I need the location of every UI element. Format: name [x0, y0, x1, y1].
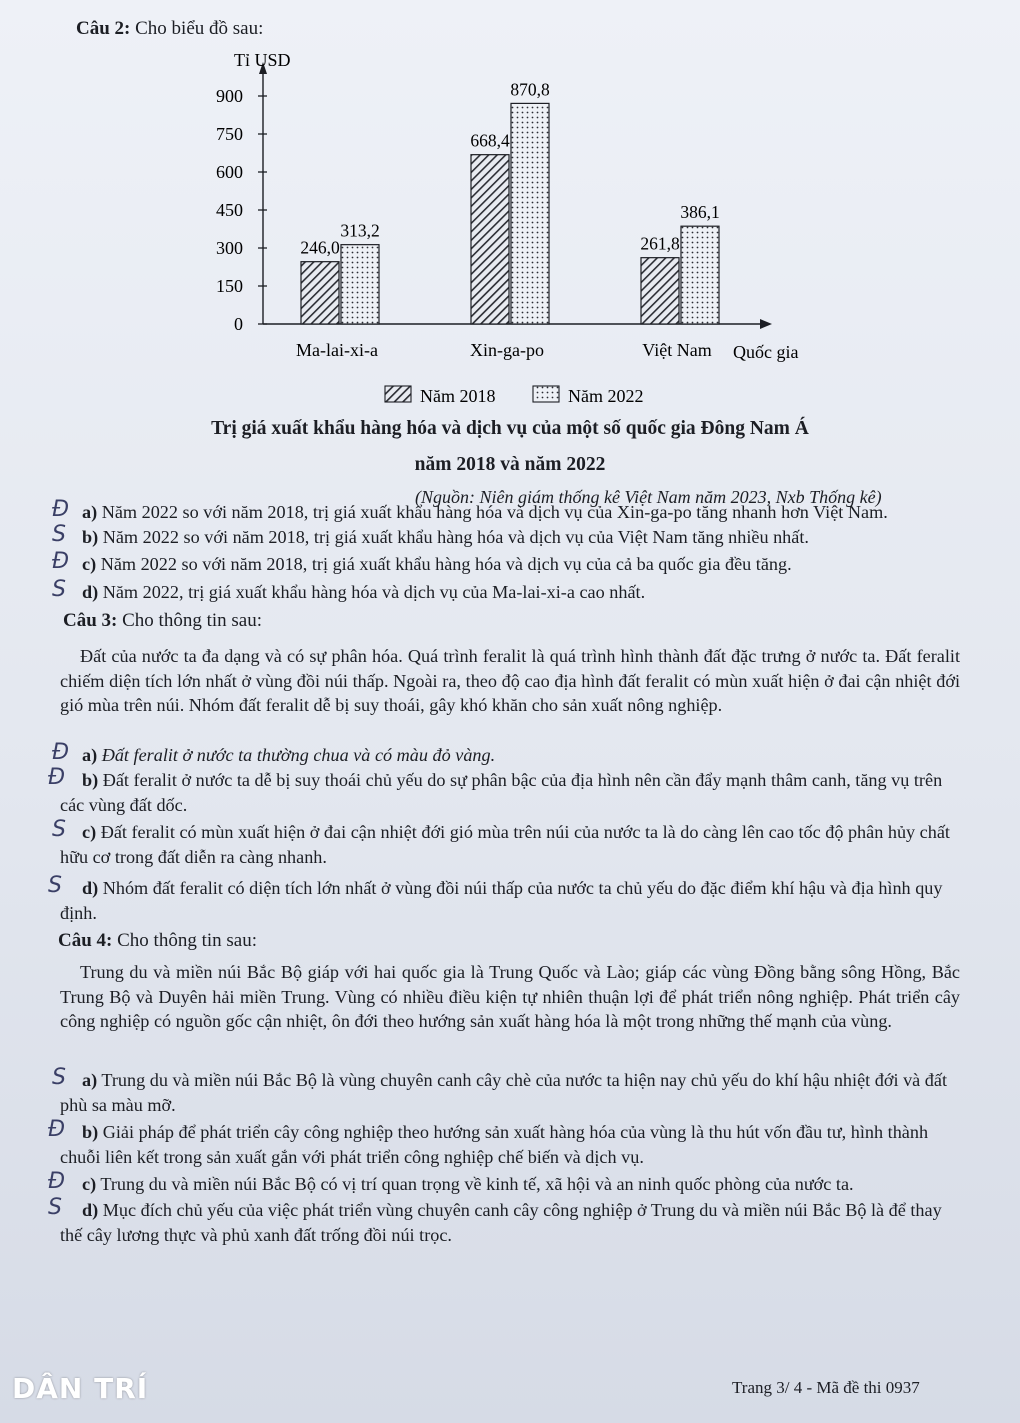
legend-label: Năm 2022 — [568, 386, 644, 406]
bar-2022 — [681, 226, 719, 324]
q3-option — [60, 768, 965, 818]
x-axis-label: Quốc gia — [733, 342, 799, 362]
chart-caption-line1: Trị giá xuất khẩu hàng hóa và dịch vụ của một số quốc gia Đông Nam Á — [211, 418, 809, 439]
option-text: Năm 2022 so với năm 2018, trị giá xuất khẩu hàng hóa và dịch vụ của cả ba quốc gia đều tăng. — [100, 554, 792, 574]
bar-value-label: 246,0 — [300, 237, 340, 258]
option-label: a) — [82, 745, 98, 765]
bar-value-label: 261,8 — [640, 233, 680, 254]
q4-paragraph: Trung du và miền núi Bắc Bộ giáp với hai quốc gia là Trung Quốc và Lào; giáp các vùng Đồng bằng sông Hồng, Bắc Trung Bộ và Duyên hải miền Trung. Vùng có nhiều điều kiện tự nhiên thuận lợi để phát triển nông nghiệp. Phát triển cây công nghiệp có nguồn gốc cận nhiệt, ôn đới theo hướng sản xuất hàng hóa là một trong những thế mạnh của vùng. — [60, 962, 960, 1031]
x-axis-arrow — [760, 319, 772, 329]
bar-2022 — [341, 245, 379, 324]
legend-swatch-2018 — [385, 386, 411, 402]
y-tick-label: 150 — [216, 276, 243, 296]
option-label: a) — [82, 1070, 98, 1090]
option-text: Giải pháp để phát triển cây công nghiệp theo hướng sản xuất hàng hóa của vùng là thu hút vốn đầu tư, hình thành chuỗi liên kết trong sản xuất gắn với phát triển công nghiệp chế biến và dịch vụ. — [60, 1122, 929, 1167]
option-text: Năm 2022, trị giá xuất khẩu hàng hóa và dịch vụ của Ma-lai-xi-a cao nhất. — [102, 582, 646, 602]
q4-option — [60, 1120, 965, 1170]
bar-2022 — [511, 103, 549, 324]
option-label: d) — [82, 878, 99, 898]
q4-option-mark: S — [48, 1195, 62, 1220]
q3-option-mark: S — [52, 817, 66, 842]
q2-option-mark: S — [52, 577, 66, 602]
category-label: Xin-ga-po — [470, 340, 544, 360]
q4-option — [60, 1198, 965, 1248]
option-label: d) — [82, 582, 99, 602]
y-tick-label: 0 — [234, 314, 243, 334]
q3-option-mark: Đ — [48, 765, 66, 790]
option-text: Năm 2022 so với năm 2018, trị giá xuất khẩu hàng hóa và dịch vụ của Xin-ga-po tăng nhanh hơn Việt Nam. — [101, 502, 888, 522]
q2-title: Câu 2: Cho biểu đồ sau: — [76, 18, 264, 39]
q3-option — [60, 820, 965, 870]
bar-2018 — [641, 258, 679, 324]
y-tick-label: 300 — [216, 238, 243, 258]
q2-option — [60, 500, 965, 525]
legend-label: Năm 2018 — [420, 386, 496, 406]
q4-option-mark: S — [52, 1065, 66, 1090]
option-text: Trung du và miền núi Bắc Bộ là vùng chuyên canh cây chè của nước ta hiện nay chủ yếu do khí hậu nhiệt đới và đất phù sa màu mỡ. — [60, 1070, 947, 1115]
chart-source: (Nguồn: Niên giám thống kê Việt Nam năm 2023, Nxb Thống kê) — [415, 487, 882, 507]
option-label: a) — [82, 502, 98, 522]
q4-title: Câu 4: Cho thông tin sau: — [58, 930, 257, 951]
q4-option — [60, 1068, 965, 1118]
dantri-logo: DÂN TRÍ — [12, 1372, 149, 1405]
bar-value-label: 870,8 — [510, 79, 550, 100]
option-label: c) — [82, 1174, 97, 1194]
option-text: Năm 2022 so với năm 2018, trị giá xuất khẩu hàng hóa và dịch vụ của Việt Nam tăng nhiều nhất. — [102, 527, 809, 547]
option-label: b) — [82, 1122, 99, 1142]
export-value-chart — [0, 40, 1020, 460]
option-text: Mục đích chủ yếu của việc phát triển vùng chuyên canh cây công nghiệp ở Trung du và miền núi Bắc Bộ là để thay thế cây lương thực và phủ xanh đất trống đồi núi trọc. — [60, 1200, 942, 1245]
page-footer: Trang 3/ 4 - Mã đề thi 0937 — [732, 1378, 920, 1397]
q2-option — [60, 552, 965, 577]
q3-paragraph: Đất của nước ta đa dạng và có sự phân hóa. Quá trình feralit là quá trình hình thành đất đặc trưng ở nước ta. Đất feralit chiếm diện tích lớn nhất ở vùng đồi núi thấp. Ngoài ra, theo độ cao địa hình đất feralit có mùn xuất hiện ở đai cận nhiệt đới gió mùa trên núi. Nhóm đất feralit dễ bị suy thoái, gây khó khăn cho sản xuất nông nghiệp. — [60, 646, 960, 715]
q3-option — [60, 876, 965, 926]
option-text: Đất feralit ở nước ta thường chua và có màu đỏ vàng. — [101, 745, 496, 765]
bar-value-label: 386,1 — [680, 202, 720, 223]
legend-swatch-2022 — [533, 386, 559, 402]
q2-option — [60, 525, 965, 550]
q3-title: Câu 3: Cho thông tin sau: — [63, 610, 262, 631]
q4-option — [60, 1172, 965, 1197]
option-label: b) — [82, 527, 99, 547]
bar-value-label: 668,4 — [470, 130, 510, 151]
q2-option — [60, 580, 965, 605]
bar-value-label: 313,2 — [340, 220, 380, 241]
q4-option-mark: Đ — [48, 1117, 66, 1142]
y-tick-label: 600 — [216, 162, 243, 182]
option-label: d) — [82, 1200, 99, 1220]
y-tick-label: 450 — [216, 200, 243, 220]
option-text: Đất feralit ở nước ta dễ bị suy thoái chủ yếu do sự phân bậc của địa hình nên cần đẩy mạnh thâm canh, tăng vụ trên các vùng đất dốc. — [60, 770, 943, 815]
q2-option-mark: Đ — [52, 497, 70, 522]
q2-option-mark: S — [52, 522, 66, 547]
q3-option-mark: S — [48, 873, 62, 898]
category-label: Việt Nam — [642, 340, 712, 360]
y-axis-label: Tỉ USD — [234, 50, 291, 70]
y-tick-label: 900 — [216, 86, 243, 106]
q3-option — [60, 743, 965, 768]
q4-option-mark: Đ — [48, 1169, 66, 1194]
option-text: Nhóm đất feralit có diện tích lớn nhất ở vùng đồi núi thấp của nước ta chủ yếu do đặc điểm khí hậu và địa hình quy định. — [60, 878, 943, 923]
chart-caption-line2: năm 2018 và năm 2022 — [414, 454, 606, 475]
y-tick-label: 750 — [216, 124, 243, 144]
q3-option-mark: Đ — [52, 740, 70, 765]
bar-2018 — [471, 155, 509, 324]
category-label: Ma-lai-xi-a — [296, 340, 378, 360]
option-label: b) — [82, 770, 99, 790]
option-label: c) — [82, 554, 97, 574]
bar-2018 — [301, 262, 339, 324]
q2-option-mark: Đ — [52, 549, 70, 574]
option-label: c) — [82, 822, 97, 842]
option-text: Trung du và miền núi Bắc Bộ có vị trí quan trọng về kinh tế, xã hội và an ninh quốc phòng của nước ta. — [100, 1174, 854, 1194]
option-text: Đất feralit có mùn xuất hiện ở đai cận nhiệt đới gió mùa trên núi của nước ta là do càng lên cao tốc độ phân hủy chất hữu cơ trong đất diễn ra càng nhanh. — [60, 822, 950, 867]
